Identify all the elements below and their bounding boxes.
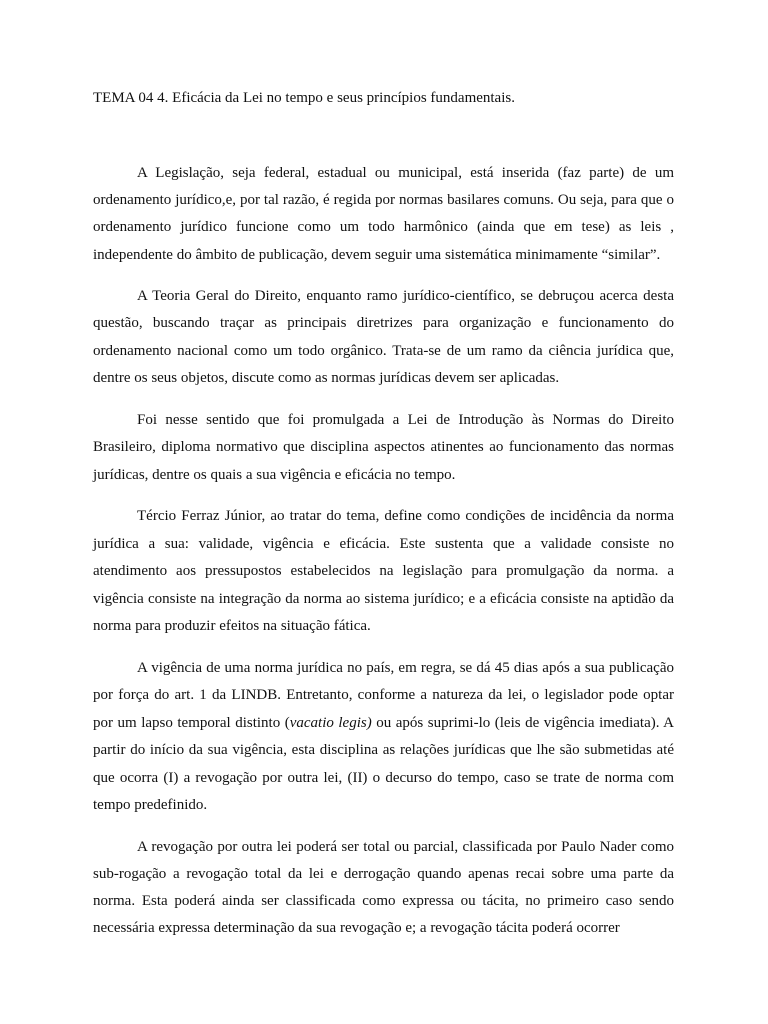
paragraph-vigencia-text-end: ou após suprimi-lo (leis de vigência imediata). A partir do início da sua vigência, esta disciplina as relações jurídicas que lhe são submetidas até que ocorra (I) a revogação por outra lei, (II) o decurso do tempo, caso se trate de norma com tempo predefinido. bbox=[93, 714, 675, 814]
paragraph-tercio-ferraz: Tércio Ferraz Júnior, ao tratar do tema, define como condições de incidência da norma jurídica a sua: validade, vigência e eficácia. Este sustenta que a validade consiste no atendimento aos pressupostos estabelecidos na legislação para promulgação da norma. a vigência consiste na integração da norma ao sistema jurídico; e a eficácia consiste na aptidão da norma para produzir efeitos na situação fática. bbox=[93, 508, 674, 635]
paragraph-legislacao: A Legislação, seja federal, estadual ou municipal, está inserida (faz parte) de um ordenamento jurídico,e, por tal razão, é regida por normas basilares comuns. Ou seja, para que o ordenamento jurídico funcione como um todo harmônico (ainda que em tese) as leis , independente do âmbito de publicação, devem seguir uma sistemática minimamente “similar”. bbox=[93, 165, 674, 263]
document-heading: TEMA 04 4. Eficácia da Lei no tempo e seus princípios fundamentais. bbox=[93, 90, 515, 106]
paragraph-vigencia bbox=[93, 655, 674, 820]
paragraph-revogacao: A revogação por outra lei poderá ser total ou parcial, classificada por Paulo Nader como sub-rogação a revogação total da lei e derrogação quando apenas recai sobre uma parte da norma. Esta poderá ainda ser classificada como expressa ou tácita, no primeiro caso sendo necessária expressa determinação da sua revogação e; a revogação tácita poderá ocorrer bbox=[93, 838, 674, 937]
document-body bbox=[93, 160, 674, 957]
vacatio-legis-term: vacatio legis) bbox=[289, 714, 372, 731]
paragraph-vigencia-text-start: A vigência de uma norma jurídica no país, em regra, se dá 45 dias após a sua publicação por força do art. 1 da LINDB. Entretanto, conforme a natureza da lei, o legislador pode optar por um lapso temporal distinto ( bbox=[93, 659, 674, 731]
paragraph-lindb: Foi nesse sentido que foi promulgada a Lei de Introdução às Normas do Direito Brasileiro, diploma normativo que disciplina aspectos atinentes ao funcionamento das normas jurídicas, dentre os quais a sua vigência e eficácia no tempo. bbox=[93, 411, 674, 483]
paragraph-teoria-geral: A Teoria Geral do Direito, enquanto ramo jurídico-científico, se debruçou acerca desta questão, buscando traçar as principais diretrizes para organização e funcionamento do ordenamento nacional como um todo orgânico. Trata-se de um ramo da ciência jurídica que, dentre os seus objetos, discute como as normas jurídicas devem ser aplicadas. bbox=[93, 287, 674, 387]
